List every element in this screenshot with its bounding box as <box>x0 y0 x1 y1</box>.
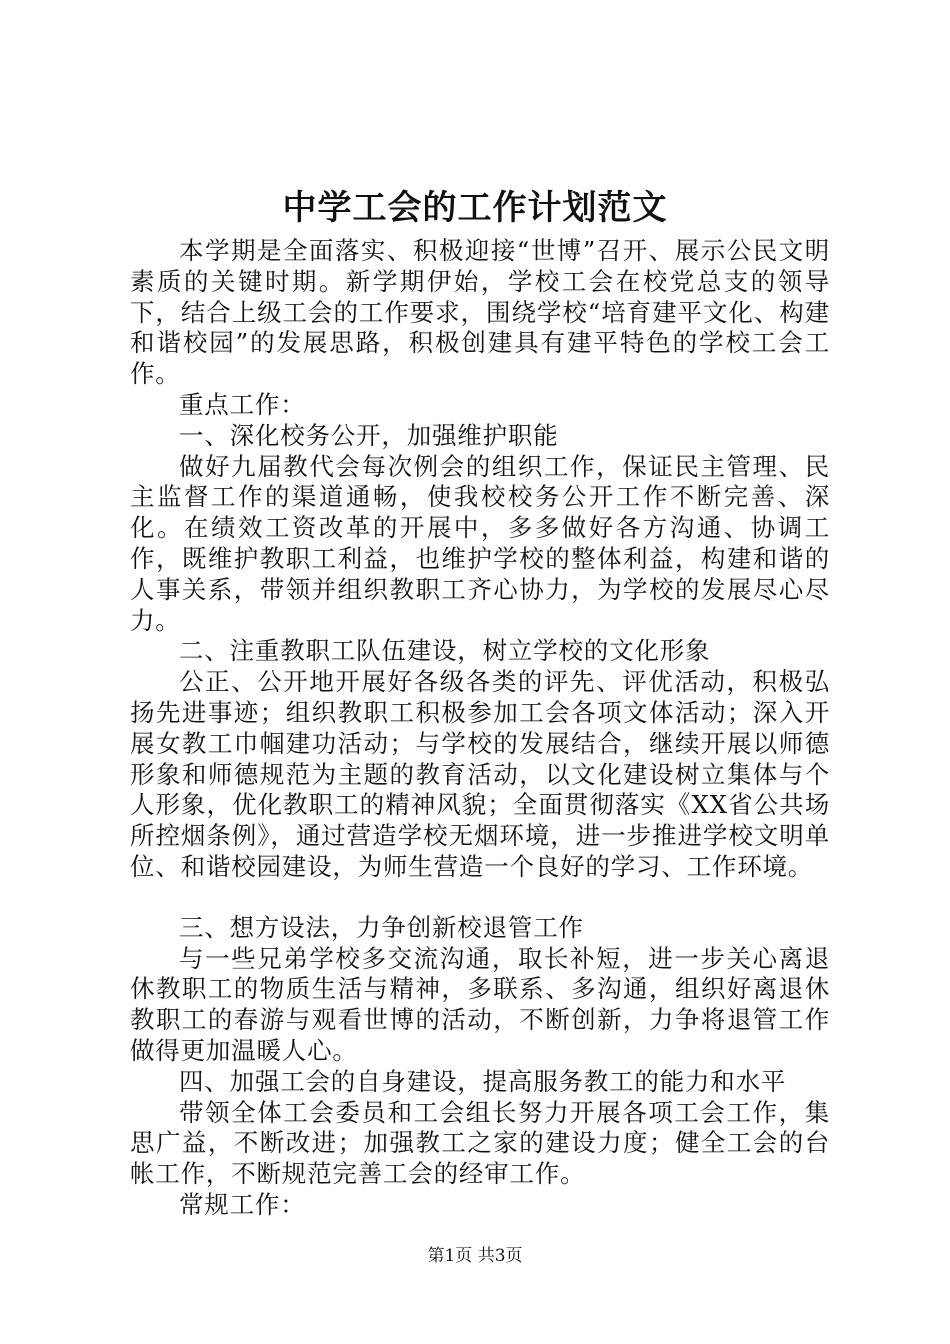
intro-paragraph: 本学期是全面落实、积极迎接“世博”召开、展示公民文明素质的关键时期。新学期伊始，学校工会在校党总支的领导下，结合上级工会的工作要求，围绕学校“培育建平文化、构建和谐校园”的发展思路，积极创建具有建平特色的学校工会工作。 <box>130 236 830 389</box>
section-heading-routine-work: 常规工作： <box>179 1189 306 1219</box>
page-footer: 第1页 共3页 <box>427 1246 523 1266</box>
section-paragraph-1: 做好九届教代会每次例会的组织工作，保证民主管理、民主监督工作的渠道通畅，使我校校务公开工作不断完善、深化。在绩效工资改革的开展中，多多做好各方沟通、协调工作，既维护教职工利益，也维护学校的整体利益，构建和谐的人事关系，带领并组织教职工齐心协力，为学校的发展尽心尽力。 <box>130 451 830 635</box>
document-title: 中学工会的工作计划范文 <box>282 188 668 228</box>
section-heading-4: 四、加强工会的自身建设，提高服务教工的能力和水平 <box>179 1066 787 1096</box>
section-heading-2: 二、注重教职工队伍建设，树立学校的文化形象 <box>179 636 711 666</box>
section-paragraph-2: 公正、公开地开展好各级各类的评先、评优活动，积极弘扬先进事迹；组织教职工积极参加工会各项文体活动；深入开展女教工巾帼建功活动；与学校的发展结合，继续开展以师德形象和师德规范为主题的教育活动，以文化建设树立集体与个人形象，优化教职工的精神风貌；全面贯彻落实《XX省公共场所控烟条例》，通过营造学校无烟环境，进一步推进学校文明单位、和谐校园建设，为师生营造一个良好的学习、工作环境。 <box>130 667 830 881</box>
section-heading-1: 一、深化校务公开，加强维护职能 <box>179 420 559 450</box>
document-body <box>130 236 830 1221</box>
section-heading-3: 三、想方设法，力争创新校退管工作 <box>179 912 584 942</box>
section-heading-key-work: 重点工作： <box>179 389 306 419</box>
section-paragraph-4: 带领全体工会委员和工会组长努力开展各项工会工作，集思广益，不断改进；加强教工之家的建设力度；健全工会的台帐工作，不断规范完善工会的经审工作。 <box>130 1097 830 1189</box>
section-paragraph-3: 与一些兄弟学校多交流沟通，取长补短，进一步关心离退休教职工的物质生活与精神，多联系、多沟通，组织好离退休教职工的春游与观看世博的活动，不断创新，力争将退管工作做得更加温暖人心。 <box>130 943 830 1065</box>
